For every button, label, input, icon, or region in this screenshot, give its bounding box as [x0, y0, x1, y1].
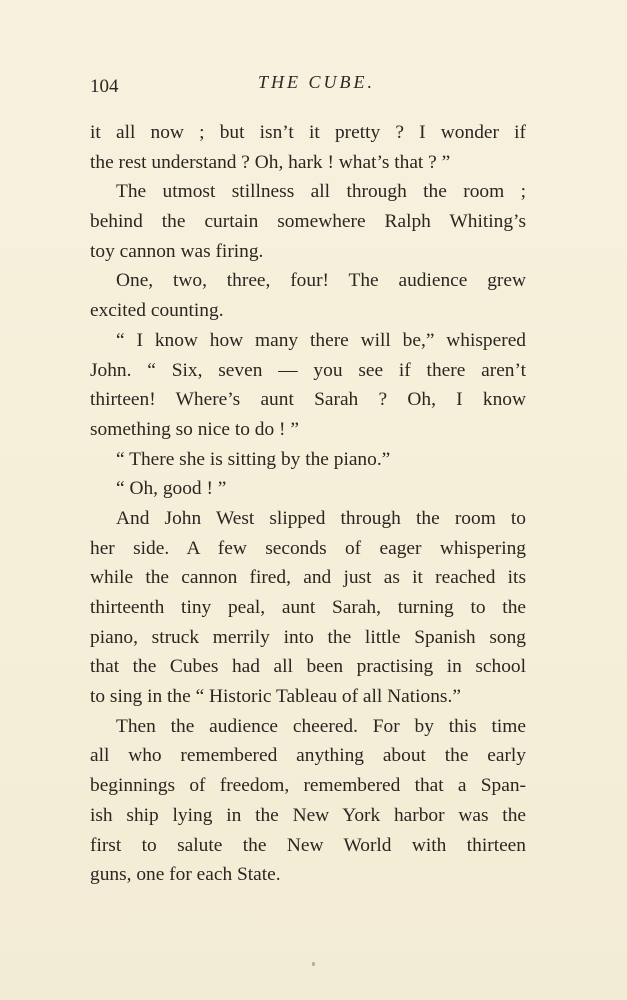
text-line: it all now ; but isn’t it pretty ? I wonder if	[90, 122, 526, 143]
text-line: beginnings of freedom, remembered that a Span-	[90, 775, 526, 797]
paper-speck	[312, 962, 315, 966]
text-line: thirteen! Where’s aunt Sarah ? Oh, I know	[90, 389, 526, 411]
text-line: The utmost stillness all through the room ;	[116, 181, 526, 203]
text-line: that the Cubes had all been practising in school	[90, 656, 526, 678]
text-line: John. “ Six, seven — you see if there aren’t	[90, 359, 526, 381]
text-line: “ Oh, good ! ”	[116, 478, 227, 500]
text-line: One, two, three, four! The audience grew	[116, 270, 526, 292]
text-line: behind the curtain somewhere Ralph Whiting’s	[90, 211, 526, 233]
text-line: toy cannon was firing.	[90, 240, 264, 262]
text-line: “ I know how many there will be,” whispered	[116, 329, 526, 351]
text-line: thirteenth tiny peal, aunt Sarah, turning to the	[90, 597, 526, 618]
text-line: something so nice to do ! ”	[90, 418, 299, 440]
running-title: THE CUBE.	[258, 72, 375, 92]
text-line: first to salute the New World with thirteen	[90, 834, 526, 856]
text-line: excited counting.	[90, 300, 224, 322]
text-line: guns, one for each State.	[90, 864, 281, 886]
text-line: while the cannon fired, and just as it reached its	[90, 567, 526, 589]
text-line: to sing in the “ Historic Tableau of all Nations.”	[90, 686, 461, 708]
text-line: “ There she is sitting by the piano.”	[116, 448, 391, 470]
text-line: all who remembered anything about the early	[90, 745, 526, 767]
running-head	[90, 72, 530, 100]
text-line: ish ship lying in the New York harbor was the	[90, 804, 526, 826]
text-line: Then the audience cheered. For by this time	[116, 715, 526, 737]
text-line: And John West slipped through the room to	[116, 507, 526, 529]
text-line: the rest understand ? Oh, hark ! what’s that ? ”	[90, 151, 451, 173]
page-number: 104	[90, 76, 119, 97]
body-text	[90, 118, 526, 890]
text-line: piano, struck merrily into the little Spanish song	[90, 626, 526, 648]
text-line: her side. A few seconds of eager whispering	[90, 537, 526, 559]
